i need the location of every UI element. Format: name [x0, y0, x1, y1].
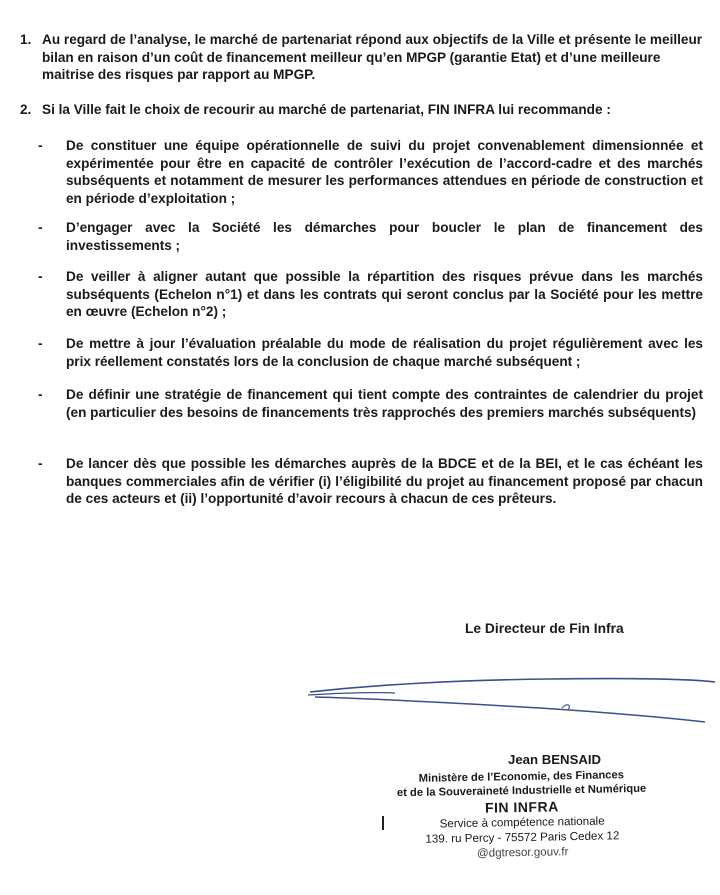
signatory-title: Le Directeur de Fin Infra: [465, 621, 624, 636]
bullet-text: De mettre à jour l’évaluation préalable du mode de réalisation du projet régulièrement avec les prix réellement constatés lors de la conclusion de chaque marché subséquent ;: [66, 336, 703, 369]
recommendation-bullet: [38, 335, 703, 370]
stamp-line-email: @dgtresor.gouv.fr: [476, 845, 569, 860]
signatory-name: Jean BENSAID: [508, 752, 602, 767]
recommendation-bullet: [38, 219, 703, 254]
bullet-text: De lancer dès que possible les démarches auprès de la BDCE et de la BEI, et le cas échéant les banques commerciales afin de vérifier (i) l’éligibilité du projet au financement proposé par chacun de ces acteurs et (ii) l’opportunité d’avoir recours à chacun de ces prêteurs.: [66, 456, 703, 506]
stamp-line-fin-infra: FIN INFRA: [484, 798, 559, 816]
stamp-line-service: Service à compétence nationale: [439, 814, 605, 831]
recommendation-bullet: [38, 268, 703, 321]
bullet-dash: -: [38, 336, 43, 351]
stamp-line-ministry: Ministère de l’Economie, des Finances: [418, 769, 625, 785]
numbered-item-1: [20, 31, 710, 84]
stamp-line-address: 139. ru Percy - 75572 Paris Cedex 12: [425, 829, 620, 846]
bullet-text: De veiller à aligner autant que possible la répartition des risques prévue dans les marchés subséquents (Echelon n°1) et dans les contrats qui seront conclus par la Société pour les mettre en œuvre (Echelon n°2) ;: [66, 269, 703, 319]
bullet-dash: -: [38, 387, 43, 402]
bullet-dash: -: [38, 456, 43, 471]
numbered-item-2: [20, 101, 710, 119]
recommendation-bullet: [38, 455, 703, 508]
bullet-dash: -: [38, 220, 43, 235]
official-stamp: [381, 768, 663, 863]
bullet-text: De constituer une équipe opérationnelle de suivi du projet convenablement dimensionnée et expérimentée pour être en capacité de contrôler l’exécution de l’accord-cadre et des marchés subséquents et notamment de mesurer les performances attendues en période de construction et en période d’exploitation ;: [66, 138, 703, 206]
item-number: 2.: [20, 102, 32, 117]
item-text: Si la Ville fait le choix de recourir au marché de partenariat, FIN INFRA lui recommande :: [42, 102, 611, 117]
recommendation-bullet: [38, 137, 703, 207]
item-text: Au regard de l’analyse, le marché de partenariat répond aux objectifs de la Ville et présente le meilleur bilan en raison d’un coût de financement meilleur qu’en MPGP (garantie Etat) et d’une meilleure maitrise des risques par rapport au MPGP.: [42, 32, 703, 82]
item-number: 1.: [20, 32, 32, 47]
bullet-text: De définir une stratégie de financement qui tient compte des contraintes de calendrier du projet (en particulier des besoins de financements très rapprochés des premiers marchés subséquents): [66, 387, 703, 420]
bullet-text: D’engager avec la Société les démarches pour boucler le plan de financement des investissements ;: [66, 220, 703, 253]
bullet-dash: -: [38, 269, 43, 284]
stamp-line-sovereignty: et de la Souveraineté Industrielle et Numérique: [396, 782, 647, 800]
handwritten-signature: [300, 668, 720, 738]
recommendation-bullet: [38, 386, 703, 421]
bullet-dash: -: [38, 138, 43, 153]
